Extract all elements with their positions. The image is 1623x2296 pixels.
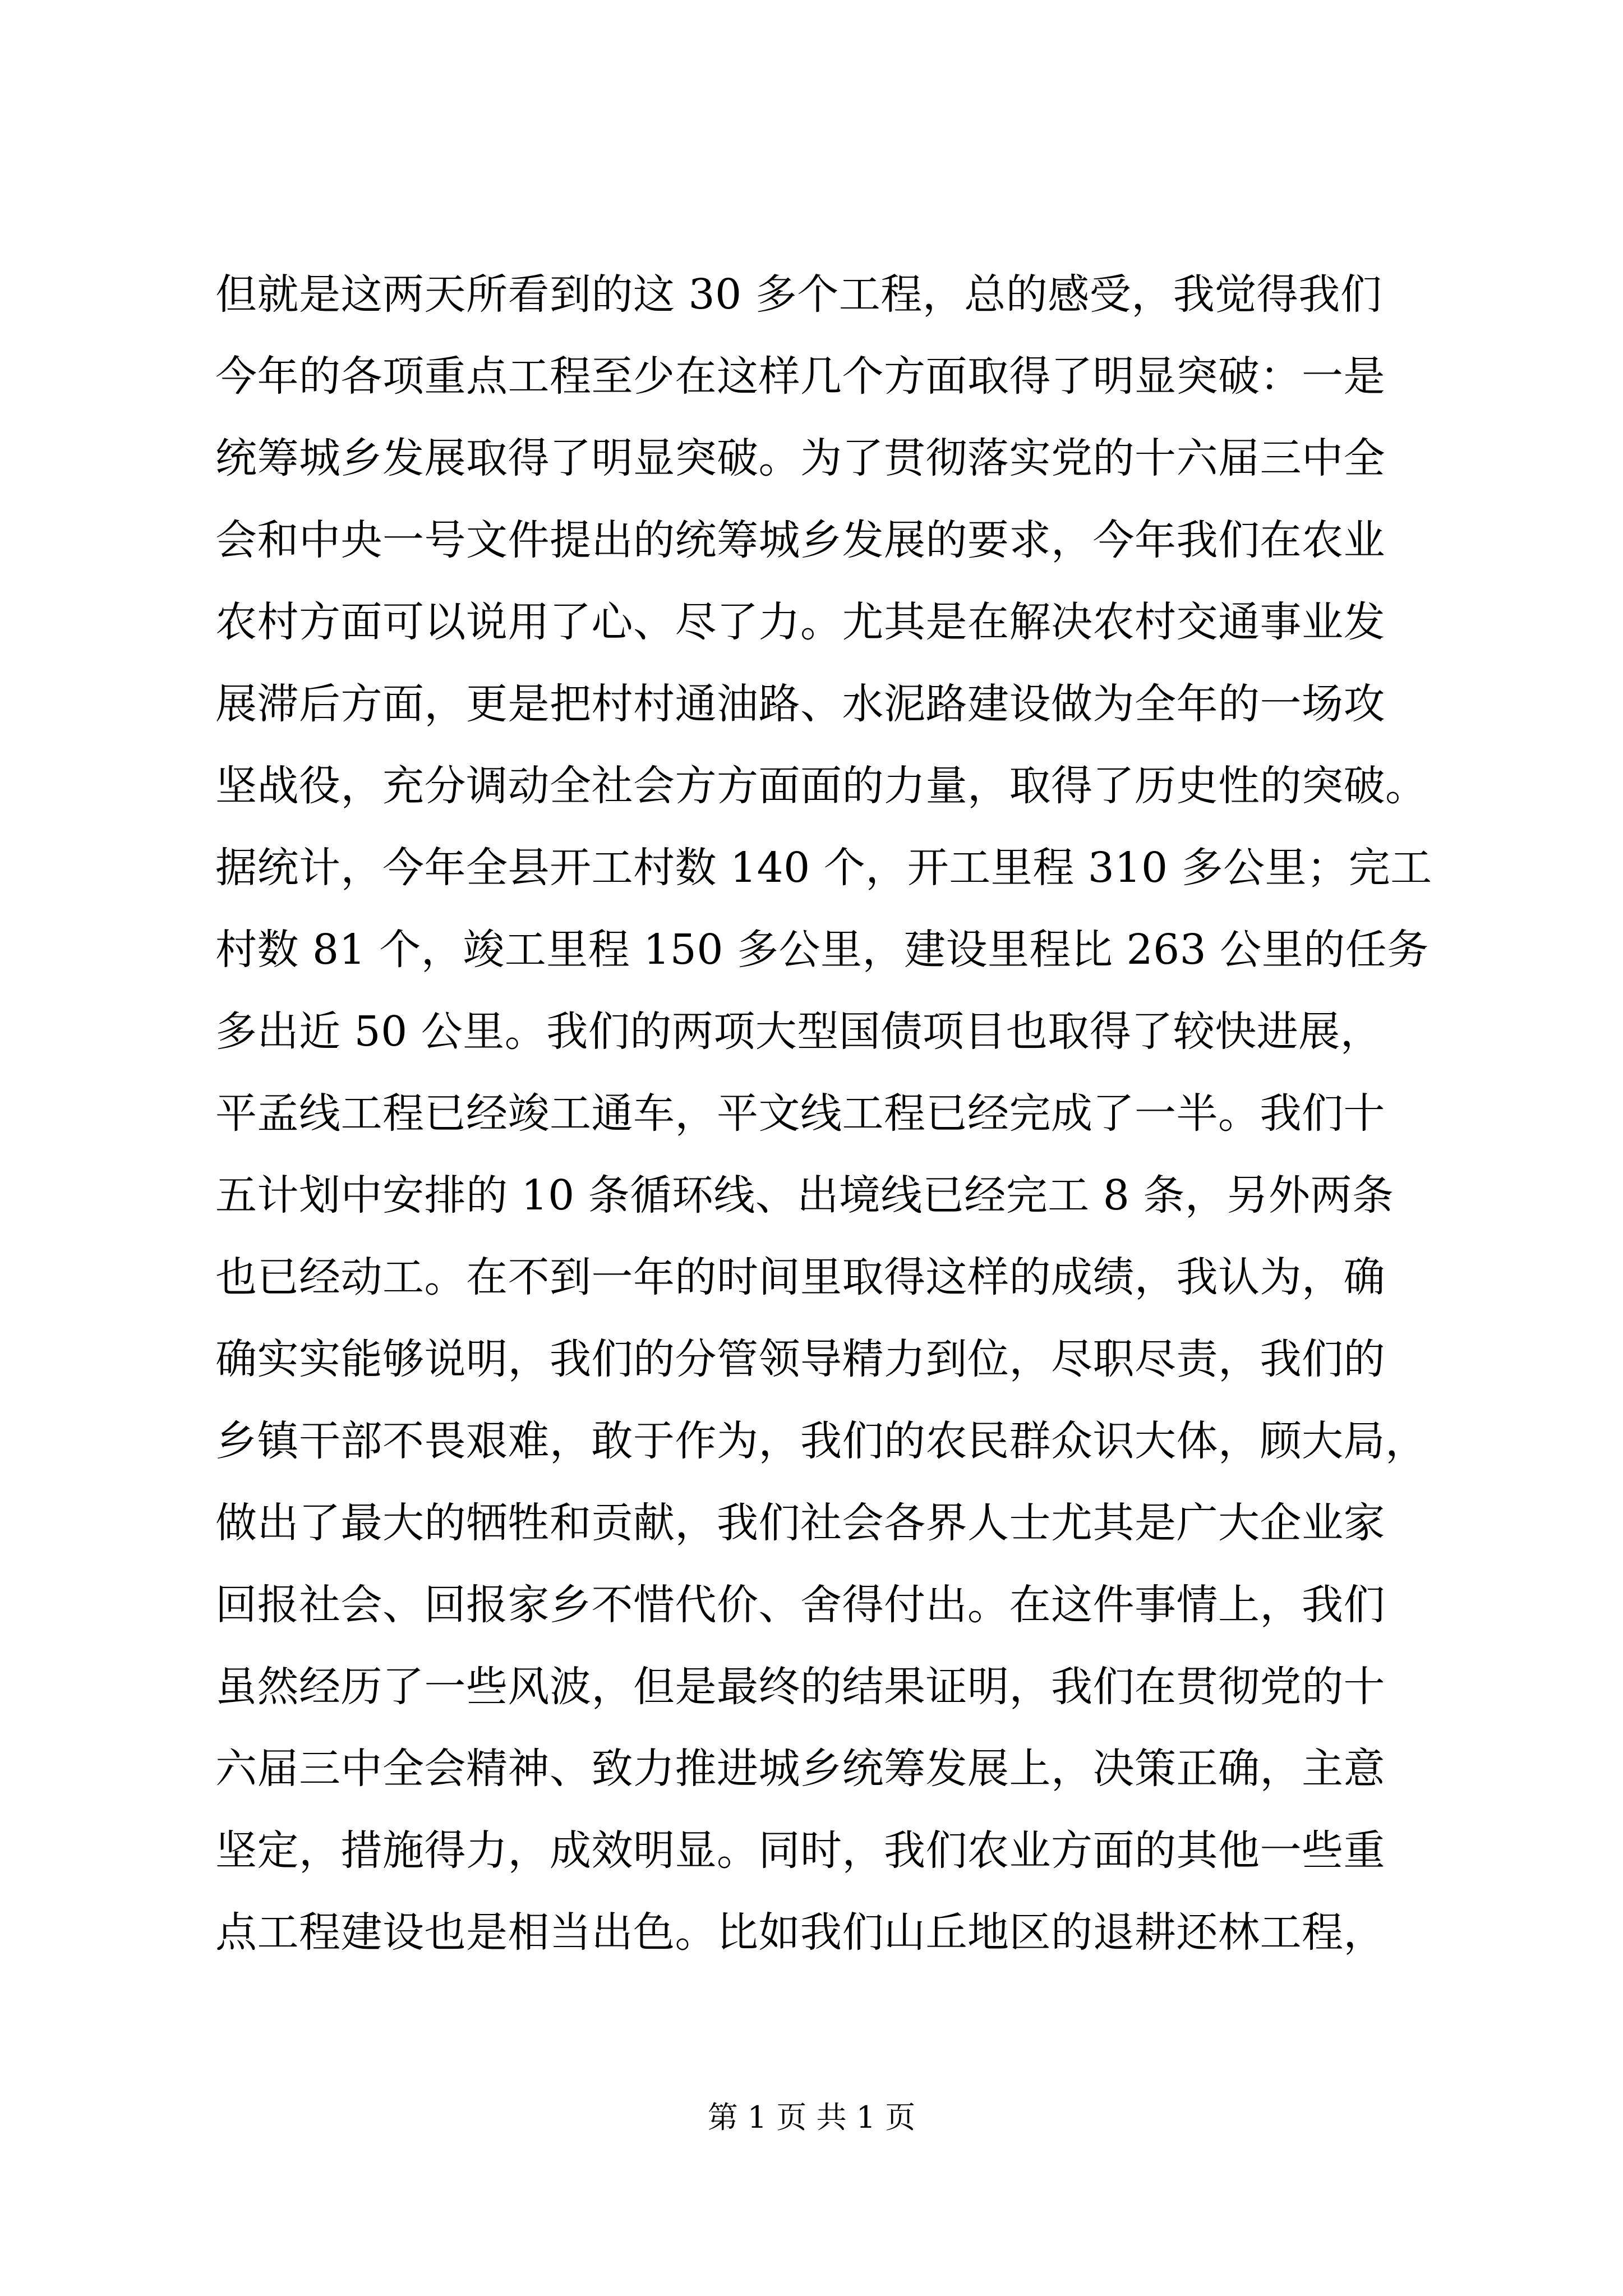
page-number: 第 1 页 共 1 页 xyxy=(707,2100,916,2135)
text-line: 坚定，措施得力，成效明显。同时，我们农业方面的其他一些重 xyxy=(215,1826,1385,1875)
text-line: 确实实能够说明，我们的分管领导精力到位，尽职尽责，我们的 xyxy=(215,1335,1385,1383)
text-line: 点工程建设也是相当出色。比如我们山丘地区的退耕还林工程， xyxy=(215,1908,1385,1957)
text-line: 统筹城乡发展取得了明显突破。为了贯彻落实党的十六届三中全 xyxy=(215,434,1385,482)
page-footer xyxy=(0,2095,1623,2140)
text-line: 今年的各项重点工程至少在这样几个方面取得了明显突破：一是 xyxy=(215,352,1385,401)
text-line: 也已经动工。在不到一年的时间里取得这样的成绩，我认为，确 xyxy=(215,1253,1385,1301)
text-line: 乡镇干部不畏艰难，敢于作为，我们的农民群众识大体，顾大局， xyxy=(215,1417,1427,1465)
text-line: 据统计，今年全县开工村数 140 个，开工里程 310 多公里；完工 xyxy=(215,844,1432,892)
text-line: 村数 81 个，竣工里程 150 多公里，建设里程比 263 公里的任务 xyxy=(215,926,1429,974)
text-line: 会和中央一号文件提出的统筹城乡发展的要求，今年我们在农业 xyxy=(215,516,1385,564)
text-line: 坚战役，充分调动全社会方方面面的力量，取得了历史性的突破。 xyxy=(215,762,1427,810)
text-line: 农村方面可以说用了心、尽了力。尤其是在解决农村交通事业发 xyxy=(215,598,1385,646)
text-line: 展滞后方面，更是把村村通油路、水泥路建设做为全年的一场攻 xyxy=(215,680,1385,728)
text-line: 做出了最大的牺牲和贡献，我们社会各界人士尤其是广大企业家 xyxy=(215,1499,1385,1547)
text-line: 回报社会、回报家乡不惜代价、舍得付出。在这件事情上，我们 xyxy=(215,1581,1385,1629)
text-line: 多出近 50 公里。我们的两项大型国债项目也取得了较快进展， xyxy=(215,1007,1382,1056)
text-line: 但就是这两天所看到的这 30 多个工程，总的感受，我觉得我们 xyxy=(215,270,1382,319)
text-line: 平孟线工程已经竣工通车，平文线工程已经完成了一半。我们十 xyxy=(215,1089,1385,1138)
text-line: 五计划中安排的 10 条循环线、出境线已经完工 8 条，另外两条 xyxy=(215,1171,1394,1220)
body-text xyxy=(215,254,1432,1973)
text-line: 六届三中全会精神、致力推进城乡统筹发展上，决策正确，主意 xyxy=(215,1745,1385,1793)
text-line: 虽然经历了一些风波，但是最终的结果证明，我们在贯彻党的十 xyxy=(215,1663,1385,1711)
